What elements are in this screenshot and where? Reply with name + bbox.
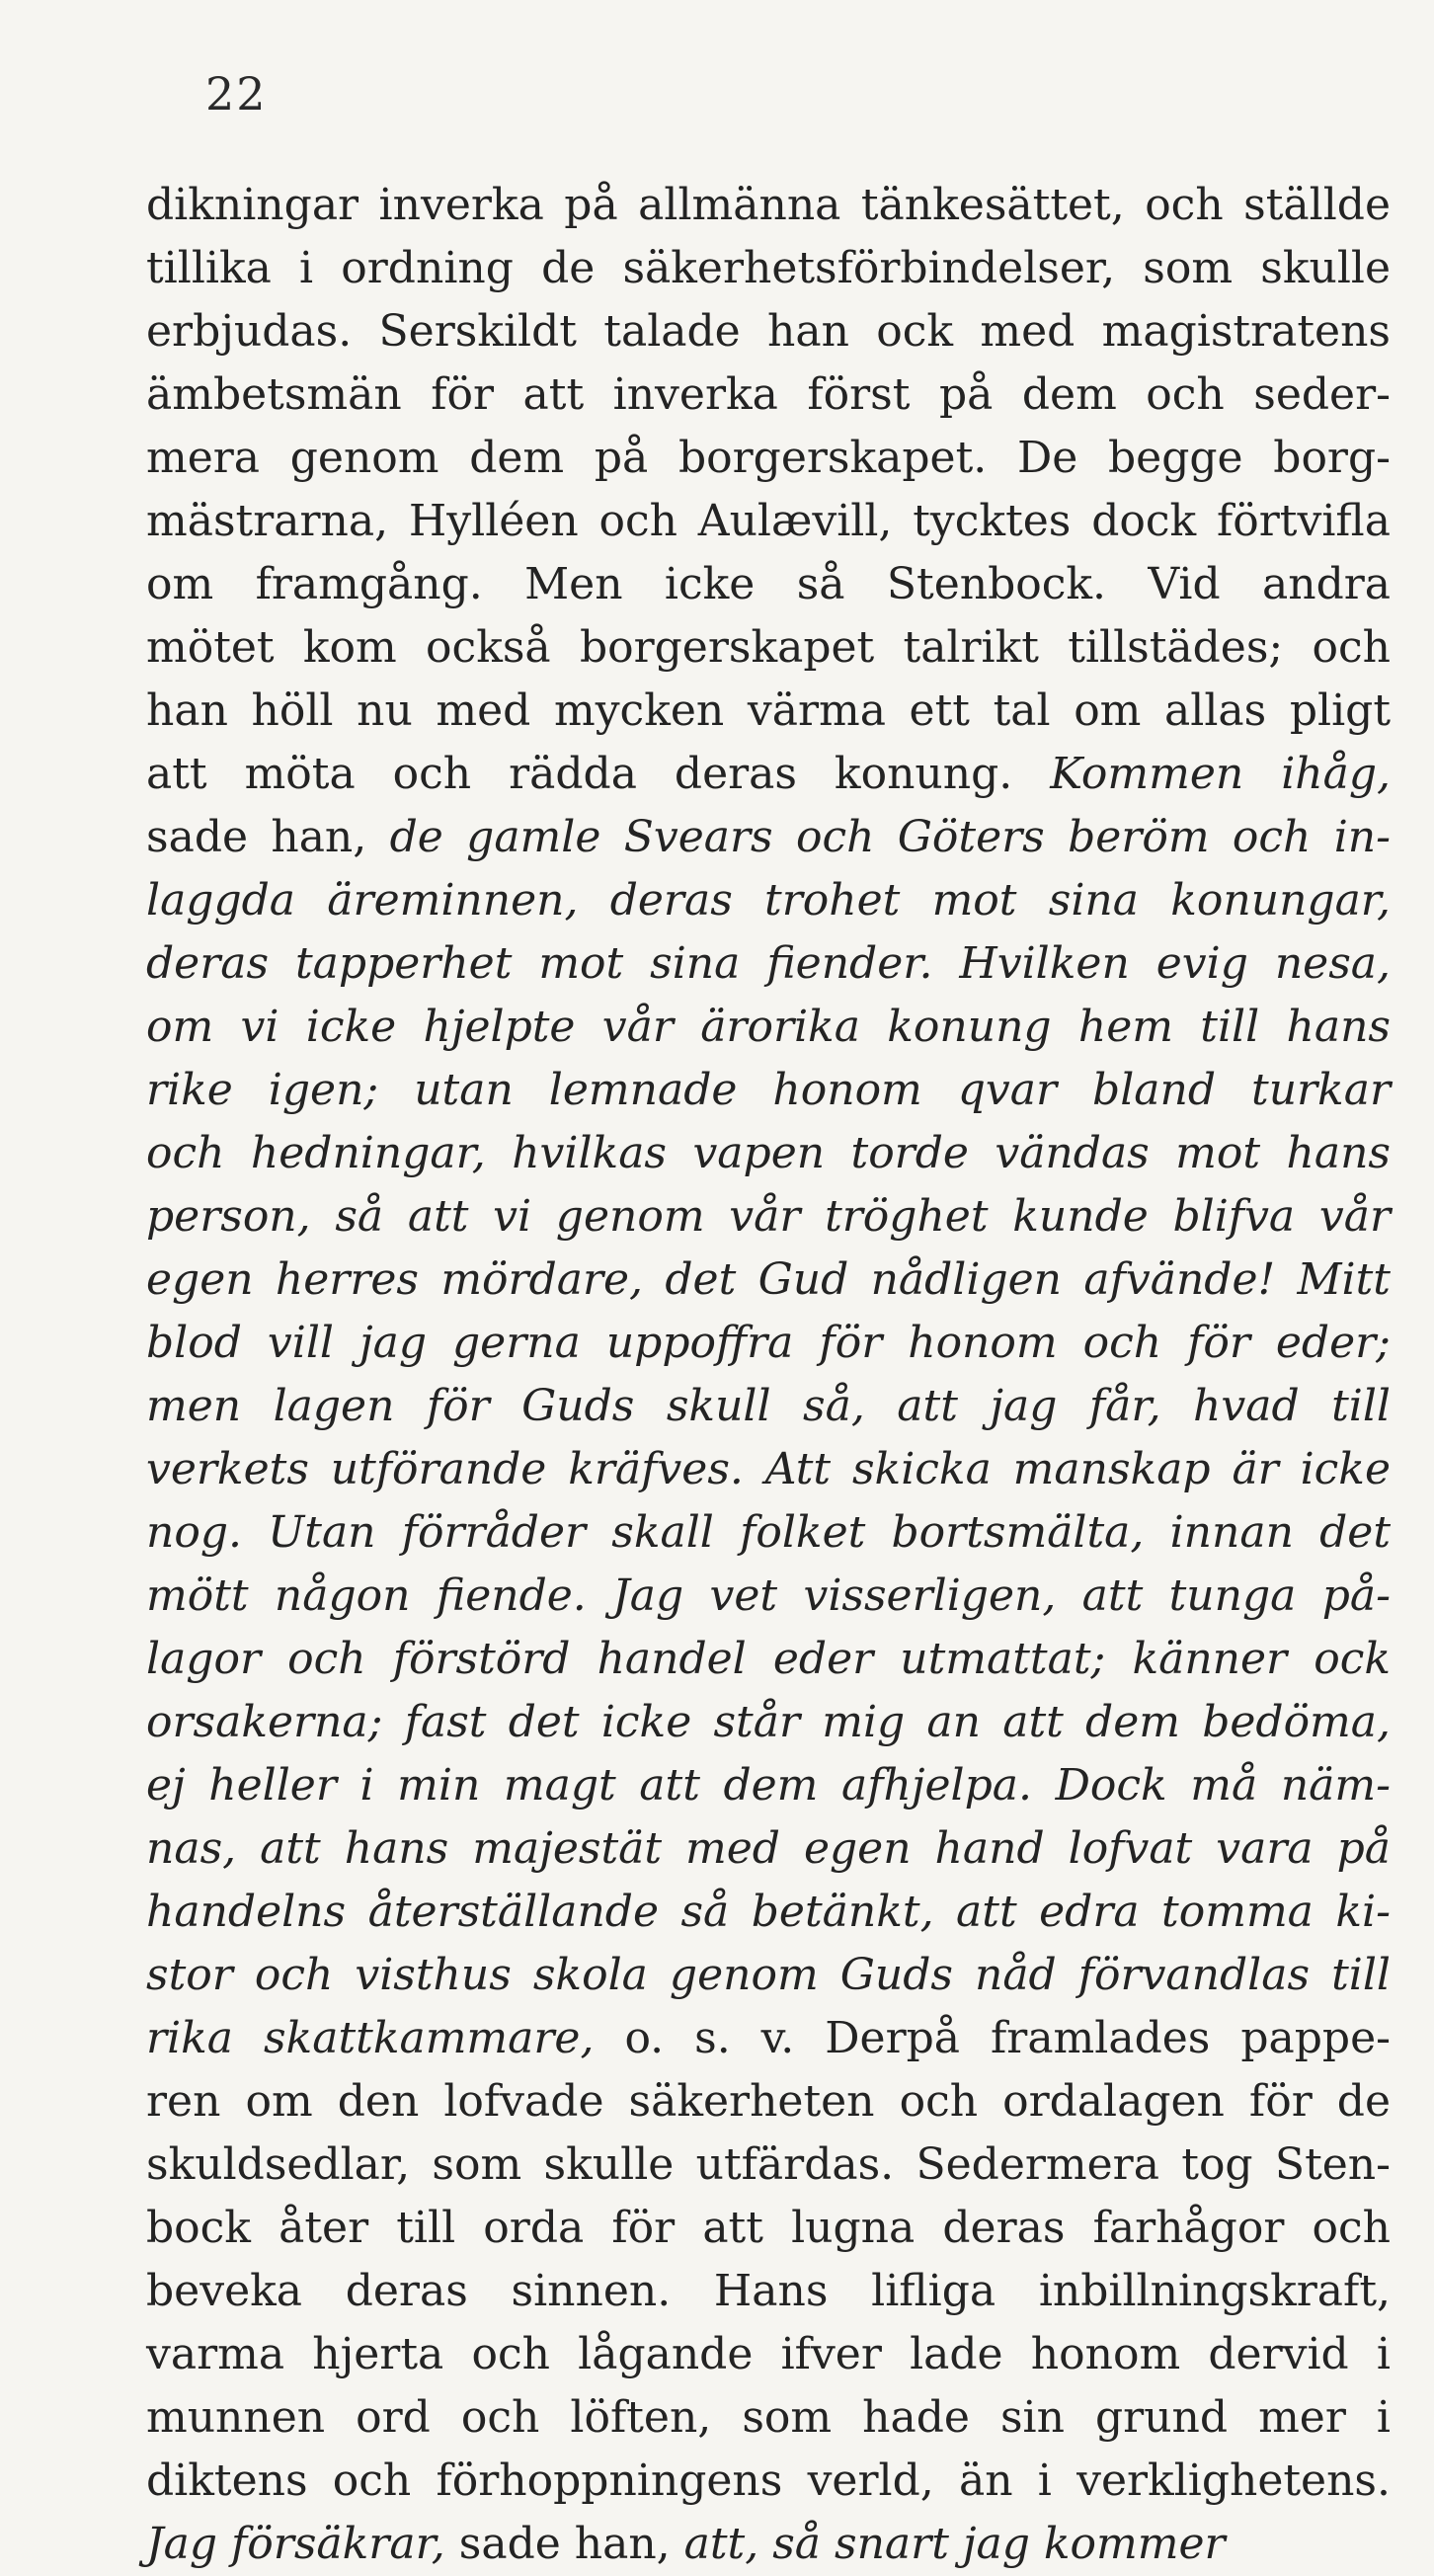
- text-segment: munnen ord och löften, som hade sin grund mer i: [146, 2392, 1391, 2443]
- text-line: [146, 1691, 1391, 1754]
- italic-text: men lagen för Guds skull så, att jag får, hvad till: [146, 1381, 1391, 1431]
- text-line: [146, 2450, 1391, 2513]
- italic-text: mött någon fiende. Jag vet visserligen, att tunga på-: [146, 1570, 1391, 1621]
- text-line: [146, 2323, 1391, 2386]
- text-segment: varma hjerta och lågande ifver lade honom dervid i: [146, 2329, 1391, 2379]
- text-segment: sade han,: [146, 812, 390, 862]
- text-line: [146, 743, 1391, 806]
- italic-text: blod vill jag gerna uppoffra för honom och för eder;: [146, 1318, 1391, 1368]
- text-line: [146, 237, 1391, 300]
- text-segment: mästrarna, Hylléen och Aulævill, tycktes dock förtvifla: [146, 496, 1391, 546]
- text-segment: erbjudas. Serskildt talade han ock med magistratens: [146, 306, 1391, 357]
- text-line: [146, 1122, 1391, 1185]
- text-line: [146, 300, 1391, 363]
- italic-text: deras tapperhet mot sina fiender. Hvilken evig nesa,: [146, 938, 1391, 989]
- body-text: [146, 174, 1391, 2576]
- text-line: [146, 1312, 1391, 1375]
- text-segment: han höll nu med mycken värma ett tal om allas pligt: [146, 685, 1391, 736]
- text-segment: ämbetsmän för att inverka först på dem och seder-: [146, 369, 1391, 420]
- text-segment: bock åter till orda för att lugna deras farhågor och: [146, 2203, 1391, 2253]
- text-line: [146, 2007, 1391, 2070]
- text-segment: dikningar inverka på allmänna tänkesättet, och ställde: [146, 180, 1391, 230]
- text-line: [146, 363, 1391, 427]
- page-number: 22: [205, 67, 268, 121]
- text-line: [146, 1628, 1391, 1691]
- italic-text: handelns återställande så betänkt, att edra tomma ki-: [146, 1887, 1391, 1937]
- text-line: [146, 680, 1391, 743]
- italic-text: nog. Utan förråder skall folket bortsmälta, innan det: [146, 1507, 1391, 1558]
- italic-text: nas, att hans majestät med egen hand lofvat vara på: [146, 1823, 1391, 1874]
- text-line: [146, 2260, 1391, 2323]
- text-line: [146, 2133, 1391, 2197]
- italic-text: om vi icke hjelpte vår ärorika konung hem till hans: [146, 1002, 1391, 1052]
- italic-text: att, så snart jag kommer: [683, 2519, 1226, 2569]
- italic-text: Kommen ihåg,: [1050, 749, 1391, 799]
- text-line: [146, 616, 1391, 680]
- italic-text: Jag försäkrar,: [146, 2519, 459, 2569]
- text-line: [146, 553, 1391, 616]
- text-segment: sade han,: [458, 2519, 684, 2569]
- text-segment: skuldsedlar, som skulle utfärdas. Sedermera tog Sten-: [146, 2139, 1391, 2190]
- text-segment: tillika i ordning de säkerhetsförbindelser, som skulle: [146, 243, 1391, 293]
- text-line: [146, 1438, 1391, 1501]
- text-line: [146, 1248, 1391, 1312]
- italic-text: verkets utförande kräfves. Att skicka manskap är icke: [146, 1444, 1391, 1494]
- text-line: [146, 1817, 1391, 1881]
- text-segment: diktens och förhoppningens verld, än i verklighetens.: [146, 2455, 1391, 2506]
- italic-text: stor och visthus skola genom Guds nåd förvandlas till: [146, 1950, 1391, 2000]
- italic-text: laggda äreminnen, deras trohet mot sina konungar,: [146, 875, 1391, 926]
- italic-text: lagor och förstörd handel eder utmattat; känner ock: [146, 1634, 1391, 1684]
- text-segment: beveka deras sinnen. Hans lifliga inbillningskraft,: [146, 2266, 1391, 2316]
- text-line: [146, 1059, 1391, 1122]
- text-line: [146, 1565, 1391, 1628]
- text-segment: o. s. v. Derpå framlades pappe-: [624, 2013, 1391, 2063]
- italic-text: rika skattkammare,: [146, 2013, 625, 2063]
- text-segment: mötet kom också borgerskapet talrikt tillstädes; och: [146, 622, 1391, 673]
- text-line: [146, 1754, 1391, 1817]
- italic-text: ej heller i min magt att dem afhjelpa. Dock må näm-: [146, 1760, 1391, 1811]
- text-line: [146, 1944, 1391, 2007]
- text-segment: ren om den lofvade säkerheten och ordalagen för de: [146, 2076, 1391, 2127]
- text-line: [146, 2197, 1391, 2260]
- text-segment: att möta och rädda deras konung.: [146, 749, 1051, 799]
- text-line: [146, 1881, 1391, 1944]
- text-line: [146, 427, 1391, 490]
- italic-text: orsakerna; fast det icke står mig an att dem bedöma,: [146, 1697, 1391, 1747]
- text-line: [146, 1501, 1391, 1565]
- text-line: [146, 869, 1391, 932]
- text-line: [146, 932, 1391, 996]
- text-line: [146, 490, 1391, 553]
- text-line: [146, 806, 1391, 869]
- italic-text: och hedningar, hvilkas vapen torde vändas mot hans: [146, 1128, 1391, 1178]
- text-line: [146, 1375, 1391, 1438]
- italic-text: de gamle Svears och Göters beröm och in-: [389, 812, 1391, 862]
- italic-text: egen herres mördare, det Gud nådligen afvände! Mitt: [146, 1254, 1391, 1305]
- text-segment: om framgång. Men icke så Stenbock. Vid andra: [146, 559, 1391, 609]
- text-line: [146, 174, 1391, 237]
- text-line: [146, 2070, 1391, 2133]
- text-line: [146, 2513, 1391, 2576]
- text-segment: mera genom dem på borgerskapet. De begge borg-: [146, 433, 1391, 483]
- text-line: [146, 1185, 1391, 1248]
- text-line: [146, 2386, 1391, 2450]
- italic-text: person, så att vi genom vår tröghet kunde blifva vår: [146, 1191, 1391, 1242]
- italic-text: rike igen; utan lemnade honom qvar bland turkar: [146, 1065, 1391, 1115]
- text-line: [146, 996, 1391, 1059]
